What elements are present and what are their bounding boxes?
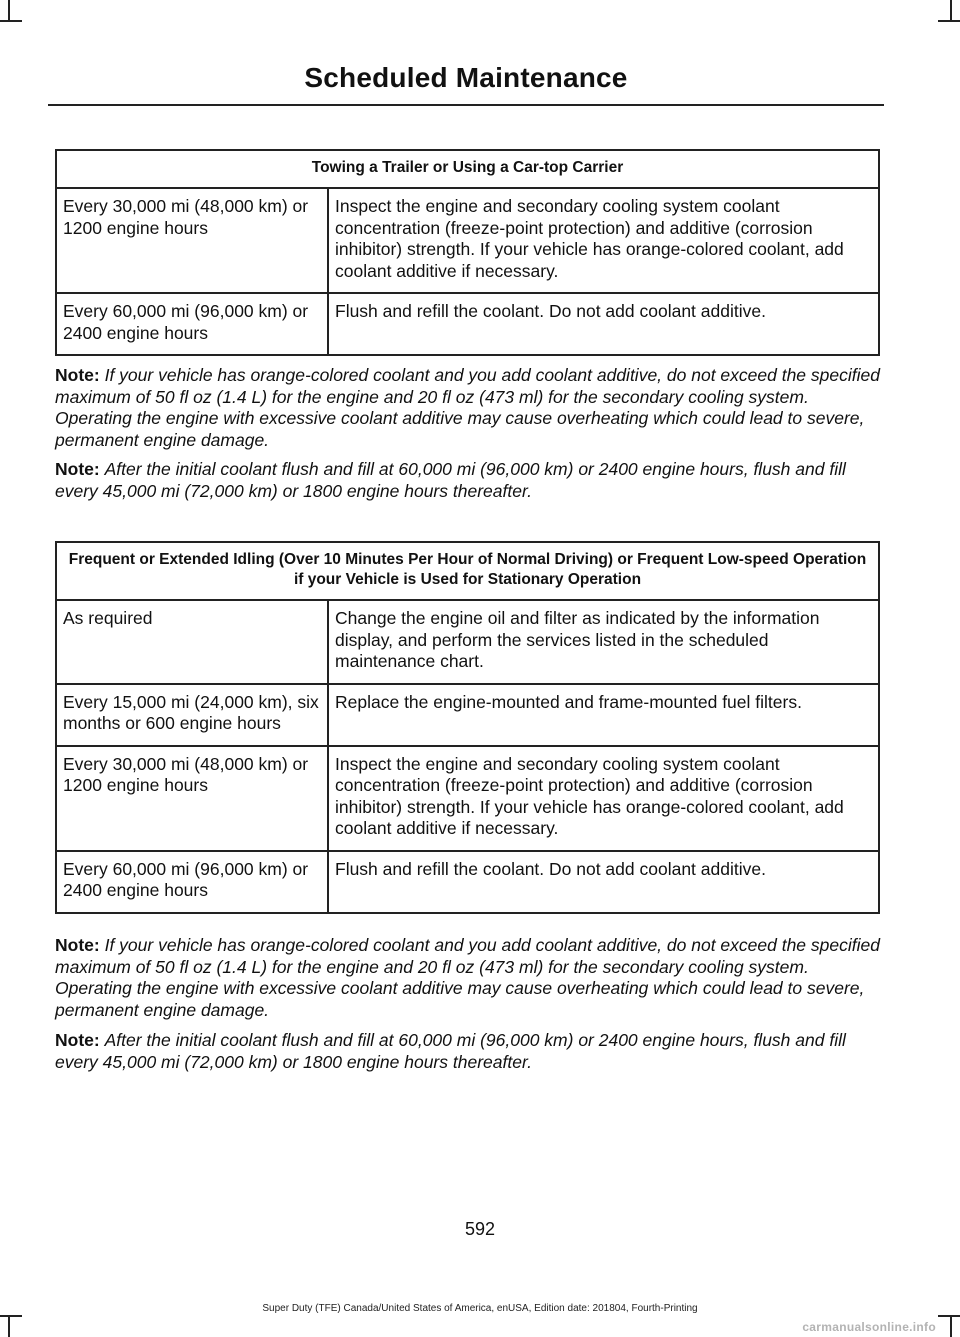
note-paragraph — [55, 365, 885, 451]
note-label: Note: — [55, 459, 100, 479]
towing-maintenance-table — [55, 149, 880, 356]
note-paragraph — [55, 1030, 885, 1073]
interval-cell: Every 60,000 mi (96,000 km) or 2400 engine hours — [56, 851, 328, 913]
page-number: 592 — [464, 1219, 496, 1239]
interval-cell: Every 60,000 mi (96,000 km) or 2400 engine hours — [56, 293, 328, 355]
crop-mark-bottom-right-v — [950, 1315, 952, 1337]
note-paragraph — [55, 459, 885, 502]
watermark: carmanualsonline.info — [802, 1320, 936, 1334]
interval-cell: Every 30,000 mi (48,000 km) or 1200 engine hours — [56, 188, 328, 293]
idling-maintenance-table — [55, 541, 880, 914]
note-text: After the initial coolant flush and fill at 60,000 mi (96,000 km) or 2400 engine hours, flush and fill every 45,000 mi (72,000 km) or 1800 engine hours thereafter. — [55, 459, 846, 501]
service-cell: Change the engine oil and filter as indicated by the information display, and perform the services listed in the scheduled maintenance chart. — [328, 600, 879, 684]
table-heading: Towing a Trailer or Using a Car-top Carrier — [56, 150, 879, 188]
crop-mark-top-left-v — [8, 0, 10, 22]
interval-cell: Every 30,000 mi (48,000 km) or 1200 engine hours — [56, 746, 328, 851]
service-cell: Replace the engine-mounted and frame-mounted fuel filters. — [328, 684, 879, 746]
interval-cell: As required — [56, 600, 328, 684]
interval-cell: Every 15,000 mi (24,000 km), six months or 600 engine hours — [56, 684, 328, 746]
service-cell: Flush and refill the coolant. Do not add coolant additive. — [328, 293, 879, 355]
crop-mark-bottom-right-h — [938, 1315, 960, 1317]
note-label: Note: — [55, 365, 100, 385]
note-label: Note: — [55, 1030, 100, 1050]
table-row — [56, 851, 879, 913]
note-paragraph — [55, 935, 885, 1021]
table-row — [56, 293, 879, 355]
note-text: After the initial coolant flush and fill at 60,000 mi (96,000 km) or 2400 engine hours, flush and fill every 45,000 mi (72,000 km) or 1800 engine hours thereafter. — [55, 1030, 846, 1072]
crop-mark-top-left-h — [0, 20, 22, 22]
page-title: Scheduled Maintenance — [304, 62, 628, 93]
crop-mark-bottom-left-v — [8, 1315, 10, 1337]
edition-footer: Super Duty (TFE) Canada/United States of America, enUSA, Edition date: 201804, Fourth-Printing — [262, 1303, 698, 1314]
note-text: If your vehicle has orange-colored coolant and you add coolant additive, do not exceed the specified maximum of 50 fl oz (1.4 L) for the engine and 20 fl oz (473 ml) for the secondary cooling system. Operating the engine with excessive coolant additive may cause overheating which could lead to severe, permanent engine damage. — [55, 935, 880, 1020]
service-cell: Flush and refill the coolant. Do not add coolant additive. — [328, 851, 879, 913]
service-cell: Inspect the engine and secondary cooling system coolant concentration (freeze-point protection) and additive (corrosion inhibitor) strength. If your vehicle has orange-colored coolant, add coolant additive if necessary. — [328, 746, 879, 851]
table-heading: Frequent or Extended Idling (Over 10 Minutes Per Hour of Normal Driving) or Frequent Low-speed Operation if your Vehicle is Used for Stationary Operation — [56, 542, 879, 600]
title-rule — [48, 104, 884, 106]
table-row — [56, 684, 879, 746]
note-label: Note: — [55, 935, 100, 955]
table-row — [56, 600, 879, 684]
crop-mark-top-right-v — [950, 0, 952, 22]
table-heading-row — [56, 150, 879, 188]
note-text: If your vehicle has orange-colored coolant and you add coolant additive, do not exceed the specified maximum of 50 fl oz (1.4 L) for the engine and 20 fl oz (473 ml) for the secondary cooling system. Operating the engine with excessive coolant additive may cause overheating which could lead to severe, permanent engine damage. — [55, 365, 880, 450]
table-row — [56, 188, 879, 293]
table-heading-row — [56, 542, 879, 600]
service-cell: Inspect the engine and secondary cooling system coolant concentration (freeze-point protection) and additive (corrosion inhibitor) strength. If your vehicle has orange-colored coolant, add coolant additive if necessary. — [328, 188, 879, 293]
crop-mark-top-right-h — [938, 20, 960, 22]
crop-mark-bottom-left-h — [0, 1315, 22, 1317]
table-row — [56, 746, 879, 851]
